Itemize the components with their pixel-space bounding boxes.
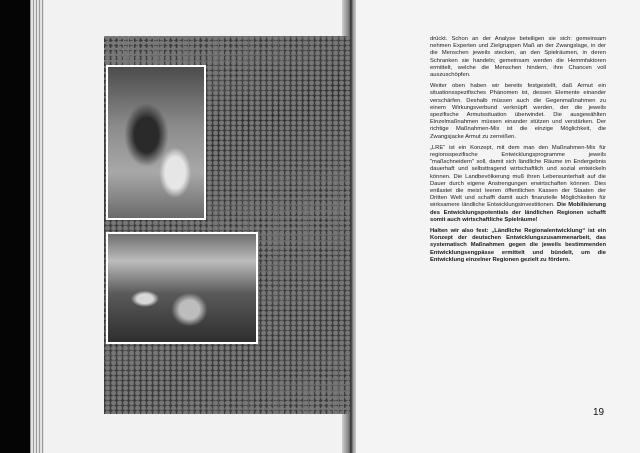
body-text (430, 36, 606, 268)
paragraph-4: Halten wir also fest: „Ländliche Regionalentwicklung“ ist ein Konzept der deutschen Entwicklungszusammenarbeit, das systematisch Maßnahmen gegen die jeweils bestimmenden Entwicklungsengpässe ermittelt und bündelt, um die Entwicklung einzelner Regionen gezielt zu fördern. (430, 228, 606, 263)
photo-inset-child-mortar (106, 65, 206, 220)
scan-background (0, 0, 34, 453)
paragraph-3 (430, 145, 606, 224)
page-edges (30, 0, 44, 453)
paragraph-1: drückt. Schon an der Analyse beteiligen sie sich: gemeinsam nehmen Experten und Zielgruppen Maß an der Zwangslage, in der die Menschen jeweils stecken, an den Spielräumen, in deren Schranken sie handeln; gemeinsam werden die Hemmfaktoren ermittelt, welche die Menschen hindern, ihre Chancen voll auszuschöpfen. (430, 36, 606, 79)
photo-inset-market (106, 232, 258, 344)
page-number: 19 (593, 407, 605, 418)
paragraph-2: Weiter oben haben wir bereits festgestellt, daß Armut ein situationsspezifisches Phänomen ist, dessen Elemente einander verschärfen. Deshalb müssen auch die Gegenmaßnahmen zu einem Wirkungsverbund verknüpft werden, der die jeweils spezifische Armutssituation überwindet. Die ausgewählten Einzelmaßnahmen müssen einander stützen und verstärken. Der richtige Maßnahmen-Mix ist die einzige Möglichkeit, die Zwangsjacke Armut zu zerreißen. (430, 83, 606, 140)
paragraph-3-text: „LRE“ ist ein Konzept, mit dem man den Maßnahmen-Mix für regionsspezifische Entwicklungsprogramme jeweils "maßschneidern" soll, damit sich ländliche Räume im Endergebnis dauerhaft und selbsttragend wirtschaftlich und sozial entwickeln können. Die Landbevölkerung muß ihren Lebensunterhalt auf die Dauer durch eigene Anstrengungen erwirtschaften können. Dies entlastet die meist leeren öffentlichen Kassen der Staaten der Dritten Welt und schafft damit auch finanzielle Möglichkeiten für wirksamere ländliche Entwicklungsinvestitionen. (430, 144, 606, 209)
paragraph-3-emphasis: Die Mobilisierung des Entwicklungspotentials der ländlichen Regionen schafft somit auch wirtschaftliche Spielräume! (430, 202, 606, 223)
